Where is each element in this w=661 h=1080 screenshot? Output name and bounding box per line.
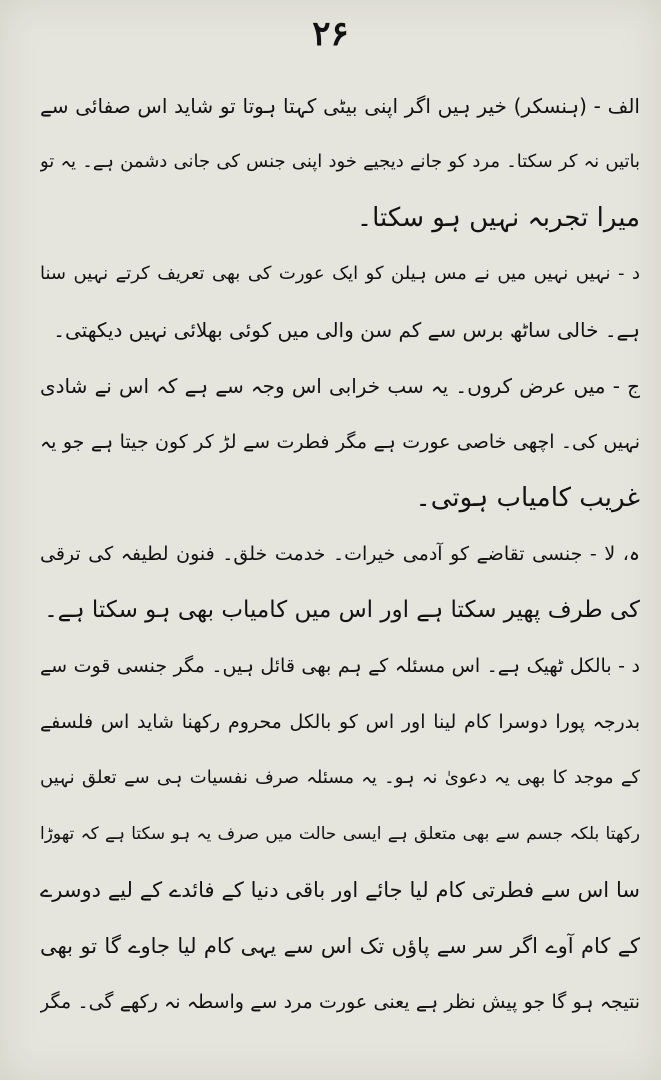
text-line: ج - میں عرض کروں۔ یہ سب خرابی اس وجہ سے ہے کہ اس نے شادی	[40, 374, 640, 398]
text-line: رکھتا بلکہ جسم سے بھی متعلق ہے ایسی حالت میں صرف یہ ہو سکتا ہے کہ تھوڑا	[40, 824, 640, 844]
text-line: د - بالکل ٹھیک ہے۔ اس مسئلہ کے ہم بھی قائل ہیں۔ مگر جنسی قوت سے	[40, 655, 640, 677]
text-line: کی طرف پھیر سکتا ہے اور اس میں کامیاب بھی ہو سکتا ہے۔	[44, 597, 640, 623]
text-line: ہ، لا - جنسی تقاضے کو آدمی خیرات۔ خدمت خلق۔ فنون لطیفہ کی ترقی	[40, 543, 640, 565]
text-line: کے کام آوے اگر سر سے پاؤں تک اس سے یہی کام لیا جاوے گا تو بھی	[40, 934, 640, 958]
text-line: ہے۔ خالی ساٹھ برس سے کم سن والی میں کوئی بھلائی نہیں دیکھتی۔	[53, 318, 640, 342]
text-line: باتیں نہ کر سکتا۔ مرد کو جانے دیجیے خود اپنی جنس کی جانی دشمن ہے۔ یہ تو	[40, 151, 640, 172]
text-line: غریب کامیاب ہوتی۔	[415, 483, 640, 513]
text-line: نہیں کی۔ اچھی خاصی عورت ہے مگر فطرت سے لڑ کر کون جیتا ہے جو یہ	[40, 431, 640, 453]
text-line: میرا تجربہ نہیں ہو سکتا۔	[356, 203, 640, 233]
urdu-text-block	[40, 78, 640, 1030]
text-line: نتیجہ ہو گا جو پیش نظر ہے یعنی عورت مرد سے واسطہ نہ رکھے گی۔ مگر	[40, 991, 640, 1013]
text-line: کے موجد کا بھی یہ دعویٰ نہ ہو۔ یہ مسئلہ صرف نفسیات ہی سے تعلق نہیں	[40, 767, 640, 788]
text-line: سا اس سے فطرتی کام لیا جائے اور باقی دنیا کے فائدے کے لیے دوسرے	[40, 878, 640, 902]
text-line: بدرجہ پورا دوسرا کام لینا اور اس کو بالکل محروم رکھنا شاید اس فلسفے	[40, 711, 640, 733]
text-line: الف - (ہنسکر) خیر ہیں اگر اپنی بیٹی کہتا ہوتا تو شاید اس صفائی سے	[40, 94, 640, 118]
page-number: ۲۶	[312, 14, 349, 54]
text-line: د - نہیں نہیں میں نے مس ہیلن کو ایک عورت کی بھی تعریف کرتے نہیں سنا	[40, 263, 640, 284]
